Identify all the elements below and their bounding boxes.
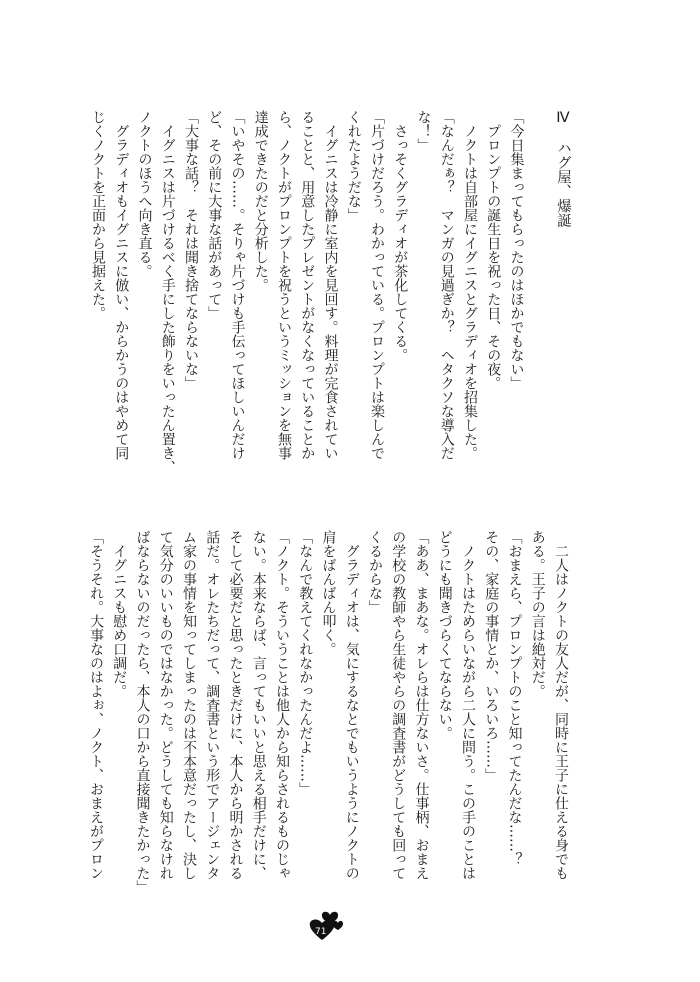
text-line: 話だ。オレたちだって、調査書という形でアージェンタ	[204, 530, 221, 880]
text-line: じくノクトを正面から見据えた。	[90, 110, 106, 320]
lower-text-block	[84, 530, 572, 894]
text-line: 達成できたのだと分析した。	[252, 110, 269, 292]
text-line: グラディオは、気にするなとでもいうようにノクトの	[343, 530, 360, 880]
text-line: 「ああ、まあな。オレらは仕方ないさ。仕事柄、おまえ	[413, 530, 430, 880]
text-line: ノクトは自部屋にイグニスとグラディオを招集した。	[462, 110, 478, 460]
text-line: 「今日集まってもらったのはほかでもない」	[508, 110, 525, 390]
hearts-icon	[300, 905, 360, 945]
text-line: 「なんで教えてくれなかったんだよ……」	[297, 530, 314, 796]
text-line: さっそくグラディオが茶化してくる。	[392, 110, 409, 362]
text-line: ばならないのだったら、本人の口から直接聞きたかった」	[134, 530, 151, 894]
text-line: グラディオもイグニスに倣い、からかうのはやめて同	[113, 110, 130, 460]
text-line: そして必要だと思ったときだけに、本人から明かされる	[227, 530, 244, 880]
text-line: その、家庭の事情とか、いろいろ……」	[483, 530, 500, 782]
text-line: プロンプトの誕生日を祝った日、その夜。	[485, 110, 502, 390]
text-line: 「大事な話？ それは聞き捨てならないな」	[183, 110, 199, 390]
chapter-heading: Ⅳ ハグ屋、爆誕	[555, 110, 571, 228]
text-line: な！」	[415, 110, 432, 152]
text-line: ない。本来ならば、言ってもいいと思える相手だけに、	[250, 530, 267, 880]
text-line: どうにも聞きづらくてならない。	[436, 530, 453, 740]
text-line: ノクトはためらいながら二人に問う。この手のことは	[460, 530, 476, 880]
text-line: くるからな」	[367, 530, 383, 614]
text-line: 「なんだぁ？ マンガの見過ぎか？ ヘタクソな導入だ	[438, 110, 455, 460]
text-line: ど、その前に大事な話があって」	[206, 110, 223, 320]
text-line: 「おまえら、プロンプトのこと知ってたんだな……？	[506, 530, 523, 866]
text-line: 「ノクト。そういうことは他人から知らされるものじゃ	[274, 530, 290, 880]
text-line: イグニスは冷静に室内を見回す。料理が完食されてい	[322, 110, 339, 460]
text-line: 「いやその……。そりゃ片づけも手伝ってほしいんだけ	[229, 110, 246, 460]
text-line: て気分のいいものではなかった。どうしても知らなけれ	[157, 530, 174, 880]
text-line: ることと、用意したプレゼントがなくなっていることか	[299, 110, 316, 460]
text-line: 「片づけだろう。わかっている。プロンプトは楽しんで	[369, 110, 385, 460]
text-line: イグニスは片づけるべく手にした飾りをいったん置き、	[159, 110, 176, 474]
text-line: イグニスも慰め口調だ。	[111, 530, 128, 698]
text-line: ノクトのほうへ向き直る。	[136, 110, 153, 278]
text-line: 肩をばんばん叩く。	[320, 530, 337, 656]
text-line: ム家の事情を知ってしまったのは不本意だったし、決し	[181, 530, 197, 880]
blank-line	[528, 110, 551, 462]
text-line: ある。王子の言は絶対だ。	[529, 530, 546, 698]
text-line: 二人はノクトの友人だが、同時に王子に仕える身でも	[553, 530, 569, 880]
text-line: くれたようだな」	[345, 110, 362, 222]
text-line: の学校の教師やら生徒やらの調査書がどうしても回って	[390, 530, 407, 880]
page-number: 71	[315, 927, 327, 937]
text-line: 「そうそれ。大事なのはよぉ、ノクト、おまえがプロン	[88, 530, 104, 880]
upper-text-block	[86, 110, 574, 474]
page-number-ornament	[300, 905, 360, 945]
text-line: ら、ノクトがプロンプトを祝うというミッションを無事	[276, 110, 292, 460]
